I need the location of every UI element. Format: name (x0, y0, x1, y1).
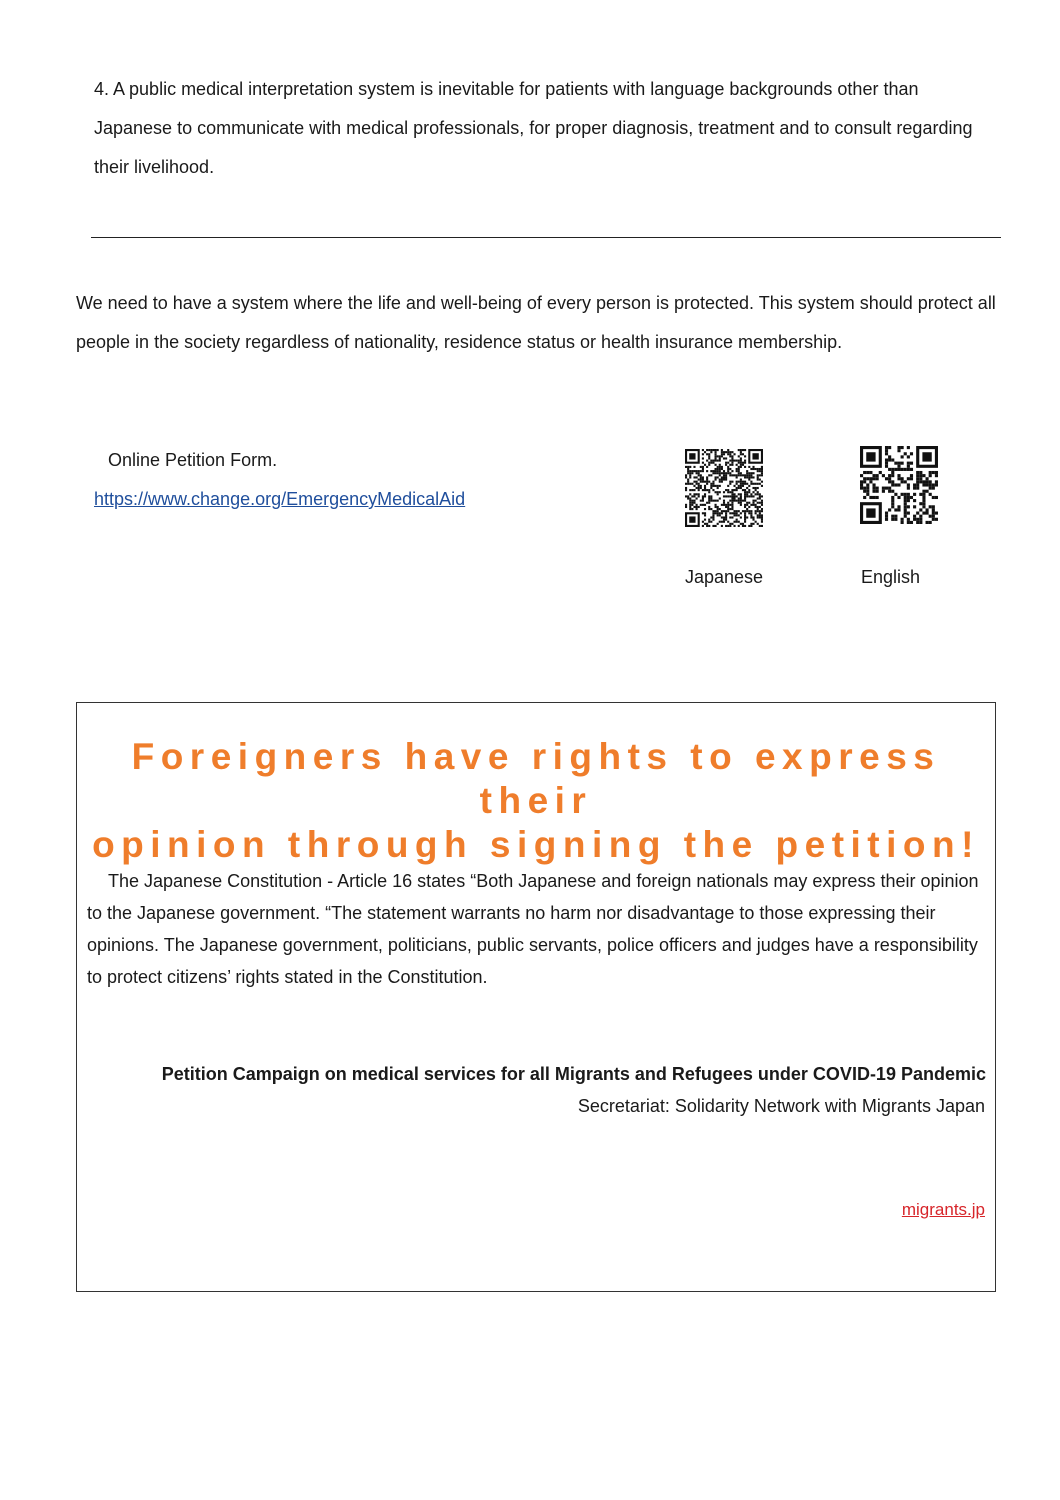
constitution-paragraph: The Japanese Constitution - Article 16 states “Both Japanese and foreign nationals may express their opinion to the Japanese government. “The statement warrants no harm nor disadvantage to those expressing their opinions. The Japanese government, politicians, public servants, police officers and judges have a responsibility to protect citizens’ rights stated in the Constitution. (87, 871, 979, 987)
petition-url-link[interactable]: https://www.change.org/EmergencyMedicalAid (94, 489, 466, 509)
notice-headline (77, 735, 995, 867)
qr-code-icon (685, 449, 763, 527)
secretariat-line: Secretariat: Solidarity Network with Migrants Japan (577, 1096, 985, 1116)
point-4-paragraph: 4. A public medical interpretation system is inevitable for patients with language backgrounds other than Japanese to communicate with medical professionals, for proper diagnosis, treatment and to consult regarding their livelihood. (94, 79, 973, 177)
campaign-name: Petition Campaign on medical services for all Migrants and Refugees under COVID-19 Pandemic (161, 1064, 986, 1084)
headline-line-1: Foreigners have rights to express their (131, 736, 941, 821)
qr-caption-japanese: Japanese (685, 567, 764, 587)
section-divider (91, 237, 1001, 238)
notice-box (76, 702, 996, 1292)
qr-code-icon (860, 446, 938, 524)
qr-caption-english: English (861, 567, 921, 587)
website-link[interactable]: migrants.jp (901, 1200, 985, 1219)
petition-form-label: Online Petition Form. (108, 450, 278, 470)
main-paragraph: We need to have a system where the life and well-being of every person is protected. This system should protect all people in the society regardless of nationality, residence status or health insurance membership. (76, 293, 996, 352)
headline-line-2: opinion through signing the petition! (92, 824, 980, 865)
